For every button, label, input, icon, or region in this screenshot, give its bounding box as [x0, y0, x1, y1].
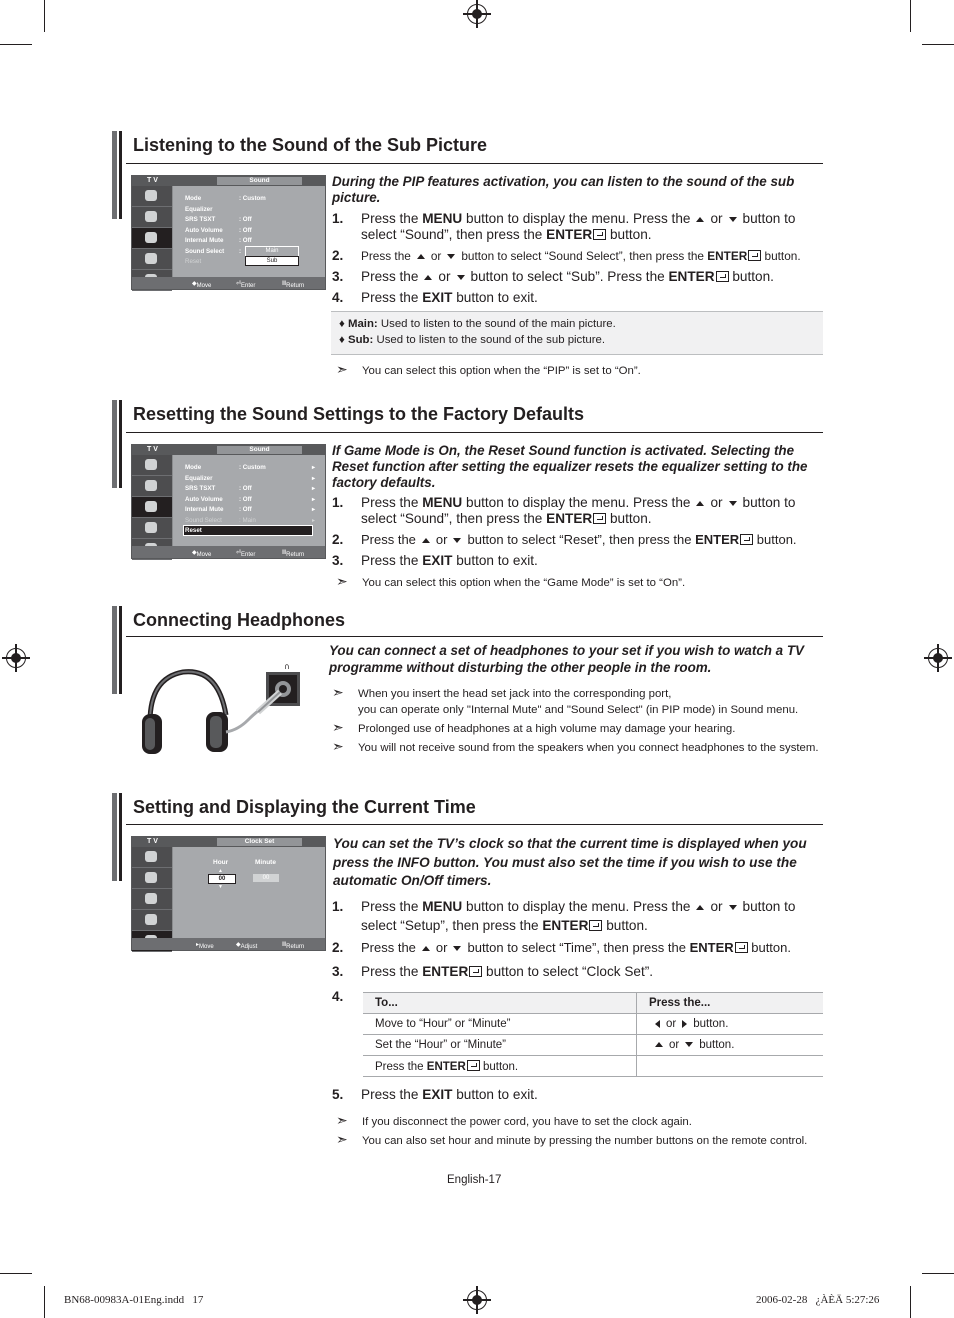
section-rule — [126, 163, 823, 164]
note-arrow-icon: ➣ — [332, 719, 344, 735]
table-row: Press the ENTER button. — [363, 1056, 823, 1077]
intro-headphones: You can connect a set of headphones to your set if you wish to watch a TV programme without disturbing the other people in the room. — [329, 643, 804, 675]
crop-mark — [0, 44, 32, 45]
crop-mark — [922, 1273, 954, 1274]
registration-mark-icon — [928, 648, 948, 668]
down-arrow-icon — [453, 946, 461, 951]
section-bar — [112, 400, 126, 488]
section-bar — [112, 793, 126, 881]
intro-time: You can set the TV’s clock so that the current time is displayed when you press the INFO button. You must also set the time if you wish to use the automatic On/Off timers. — [333, 836, 807, 888]
enter-icon — [748, 250, 761, 261]
down-arrow-icon — [457, 275, 465, 280]
crop-mark — [910, 1286, 911, 1318]
down-arrow-icon — [729, 501, 737, 506]
down-arrow-icon — [685, 1042, 693, 1047]
page-number: English-17 — [447, 1174, 502, 1186]
table-header: To... — [363, 993, 637, 1014]
options-box: ♦ Main: Used to listen to the sound of the main picture. ♦ Sub: Used to listen to the sound of the sub picture. — [331, 311, 823, 355]
note-arrow-icon: ➣ — [336, 361, 348, 377]
right-arrow-icon — [682, 1020, 687, 1028]
crop-mark — [922, 44, 954, 45]
osd-sound-menu: T V Sound Mode : Custom Equalizer SRS TSXT : Off Auto Volume : Off Internal Mute : Off Sound Select : Reset Main Sub ◆ Move ⏎ Enter Ⅲ Return — [131, 175, 326, 290]
svg-text:∩: ∩ — [284, 662, 290, 671]
up-arrow-icon — [696, 501, 704, 506]
enter-icon — [735, 942, 748, 953]
up-arrow-icon — [424, 275, 432, 280]
osd-sidebar — [132, 455, 172, 546]
left-arrow-icon — [655, 1020, 660, 1028]
up-arrow-icon — [422, 538, 430, 543]
enter-icon — [593, 229, 606, 240]
down-arrow-icon — [729, 217, 737, 222]
registration-mark-icon — [467, 1290, 487, 1310]
section-bar — [112, 131, 126, 219]
osd-sound-reset-menu: T V Sound Mode : Custom ▸ Equalizer ▸ SRS TSXT : Off ▸ Auto Volume : Off ▸ Internal Mute : Off ▸ Sound Select : Main ▸ Reset ◆ Move ⏎ Enter Ⅲ Return — [131, 444, 326, 559]
enter-icon — [589, 920, 602, 931]
registration-mark-icon — [6, 648, 26, 668]
crop-mark — [44, 0, 45, 32]
table-row: Set the “Hour” or “Minute” or button. — [363, 1035, 823, 1056]
table-row: Move to “Hour” or “Minute” or button. — [363, 1014, 823, 1035]
section-rule — [126, 432, 823, 433]
osd-clock-set: T V Clock Set Hour Minute ▲ 00 00 ▼ ▸ Move ◆ Adjust Ⅲ Return — [131, 836, 326, 951]
down-arrow-icon — [729, 905, 737, 910]
note-arrow-icon: ➣ — [336, 1131, 348, 1147]
file-name: BN68-00983A-01Eng.indd 17 — [64, 1294, 204, 1306]
up-arrow-icon — [422, 946, 430, 951]
intro-pip: During the PIP features activation, you can listen to the sound of the sub picture. — [332, 174, 795, 205]
note-arrow-icon: ➣ — [332, 684, 344, 700]
note-arrow-icon: ➣ — [332, 738, 344, 754]
enter-icon — [593, 513, 606, 524]
clock-set-table — [363, 992, 823, 1077]
table-header: Press the... — [637, 993, 824, 1014]
osd-sidebar — [132, 186, 172, 277]
crop-mark — [0, 1273, 32, 1274]
crop-mark — [910, 0, 911, 32]
note-arrow-icon: ➣ — [336, 573, 348, 589]
up-arrow-icon — [696, 217, 704, 222]
up-arrow-icon — [696, 905, 704, 910]
down-arrow-icon — [447, 254, 455, 259]
section-title-reset: Resetting the Sound Settings to the Factory Defaults — [133, 404, 585, 424]
up-arrow-icon — [655, 1042, 663, 1047]
enter-icon — [467, 1060, 480, 1071]
section-title-pip: Listening to the Sound of the Sub Picture — [133, 135, 487, 155]
down-arrow-icon — [453, 538, 461, 543]
note-arrow-icon: ➣ — [336, 1112, 348, 1128]
section-bar — [112, 606, 126, 694]
registration-mark-icon — [467, 4, 487, 24]
headphones-illustration — [138, 660, 308, 760]
section-title-headphones: Connecting Headphones — [133, 610, 346, 630]
section-rule — [126, 636, 823, 637]
osd-sidebar — [132, 847, 172, 938]
enter-icon — [716, 271, 729, 282]
intro-reset: If Game Mode is On, the Reset Sound function is activated. Selecting the Reset function after setting the equalizer resets the equalizer setting to the factory defaults. — [332, 443, 808, 490]
enter-icon — [469, 966, 482, 977]
up-arrow-icon — [417, 254, 425, 259]
enter-icon — [740, 534, 753, 545]
section-title-time: Setting and Displaying the Current Time — [133, 797, 476, 817]
print-date: 2006-02-28 ¿ÀÈÄ 5:27:26 — [756, 1294, 880, 1306]
section-rule — [126, 824, 823, 825]
crop-mark — [44, 1286, 45, 1318]
